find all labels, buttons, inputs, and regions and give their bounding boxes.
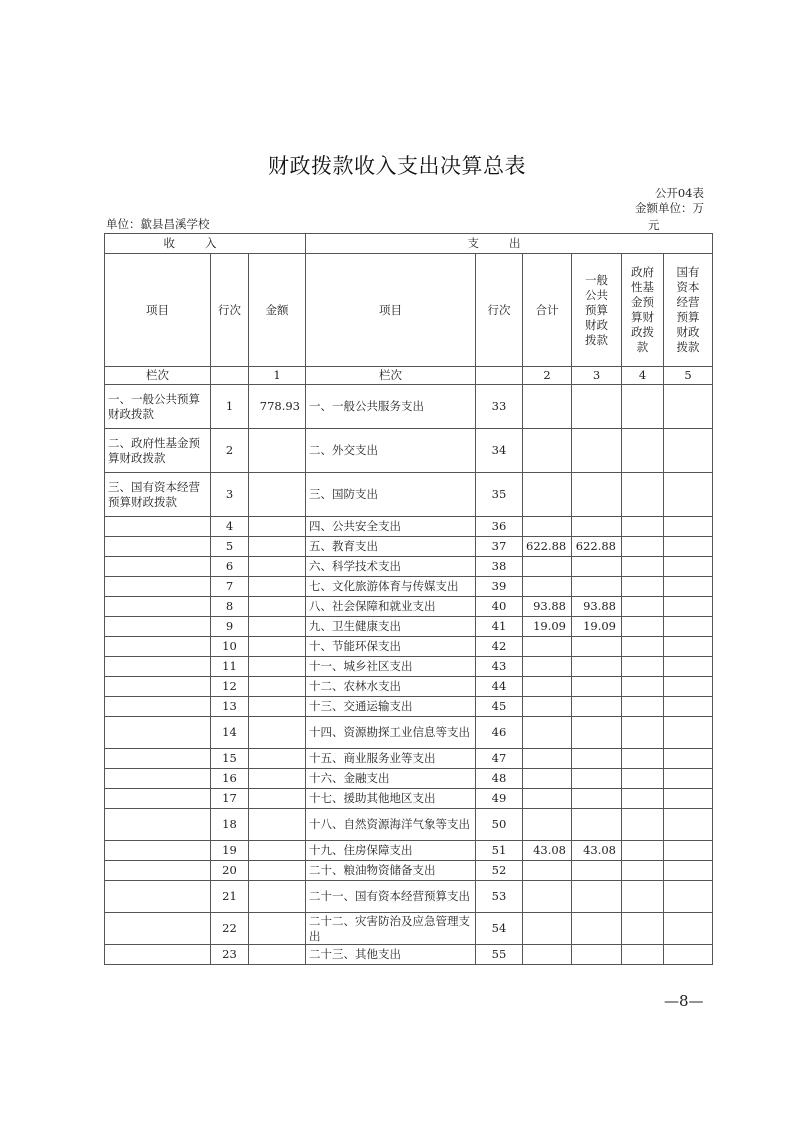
income-line: 13 xyxy=(211,697,249,717)
general-budget-amount: 43.08 xyxy=(572,841,622,861)
expense-line: 49 xyxy=(476,789,523,809)
total-amount: 622.88 xyxy=(523,537,572,557)
income-item xyxy=(105,789,211,809)
table-row xyxy=(105,749,713,769)
income-line: 16 xyxy=(211,769,249,789)
income-item xyxy=(105,557,211,577)
income-item xyxy=(105,697,211,717)
total-amount: 43.08 xyxy=(523,841,572,861)
expense-line: 45 xyxy=(476,697,523,717)
income-line: 12 xyxy=(211,677,249,697)
general-budget-amount xyxy=(572,473,622,517)
gov-fund-amount xyxy=(622,809,664,841)
income-line: 20 xyxy=(211,861,249,881)
income-header: 收入 xyxy=(105,234,306,254)
income-amount xyxy=(249,881,306,913)
state-capital-amount xyxy=(664,809,713,841)
expense-line: 44 xyxy=(476,677,523,697)
general-budget-amount xyxy=(572,769,622,789)
total-amount xyxy=(523,677,572,697)
income-item xyxy=(105,597,211,617)
expense-item: 十七、援助其他地区支出 xyxy=(306,789,476,809)
total-amount xyxy=(523,557,572,577)
income-amount xyxy=(249,617,306,637)
income-item: 二、政府性基金预算财政拨款 xyxy=(105,429,211,473)
general-budget-amount xyxy=(572,717,622,749)
expense-item: 八、社会保障和就业支出 xyxy=(306,597,476,617)
income-line: 21 xyxy=(211,881,249,913)
income-line: 6 xyxy=(211,557,249,577)
expense-line: 46 xyxy=(476,717,523,749)
amount-unit: 金额单位：万 xyxy=(635,201,704,215)
state-capital-amount xyxy=(664,789,713,809)
total-amount xyxy=(523,657,572,677)
gov-fund-amount xyxy=(622,861,664,881)
gov-fund-amount xyxy=(622,697,664,717)
gov-fund-amount xyxy=(622,913,664,945)
total-amount xyxy=(523,789,572,809)
income-amount: 778.93 xyxy=(249,385,306,429)
expense-item: 一、一般公共服务支出 xyxy=(306,385,476,429)
gov-fund-amount xyxy=(622,385,664,429)
page-number: —8— xyxy=(664,992,704,1010)
expense-item: 二十二、灾害防治及应急管理支出 xyxy=(306,913,476,945)
column-header-row xyxy=(105,254,713,367)
page-title: 财政拨款收入支出决算总表 xyxy=(268,154,526,178)
gov-fund-amount xyxy=(622,597,664,617)
table-row xyxy=(105,945,713,965)
expense-line: 38 xyxy=(476,557,523,577)
col-in-line: 行次 xyxy=(211,254,249,367)
state-capital-amount xyxy=(664,577,713,597)
state-capital-amount xyxy=(664,385,713,429)
expense-line: 53 xyxy=(476,881,523,913)
income-amount xyxy=(249,913,306,945)
total-amount xyxy=(523,577,572,597)
table-row xyxy=(105,617,713,637)
income-item xyxy=(105,809,211,841)
col-general xyxy=(572,254,622,367)
table-row xyxy=(105,809,713,841)
total-amount: 19.09 xyxy=(523,617,572,637)
expense-item: 五、教育支出 xyxy=(306,537,476,557)
gov-fund-amount xyxy=(622,557,664,577)
general-budget-amount: 93.88 xyxy=(572,597,622,617)
income-line: 18 xyxy=(211,809,249,841)
state-capital-amount xyxy=(664,881,713,913)
income-amount xyxy=(249,657,306,677)
general-budget-amount xyxy=(572,945,622,965)
table-row xyxy=(105,577,713,597)
income-amount xyxy=(249,789,306,809)
expense-item: 二、外交支出 xyxy=(306,429,476,473)
state-capital-amount xyxy=(664,677,713,697)
general-budget-amount xyxy=(572,881,622,913)
general-budget-amount: 622.88 xyxy=(572,537,622,557)
state-capital-amount xyxy=(664,945,713,965)
table-row xyxy=(105,861,713,881)
idx-2: 1 xyxy=(249,367,306,385)
total-amount xyxy=(523,473,572,517)
expense-item: 三、国防支出 xyxy=(306,473,476,517)
expense-line: 36 xyxy=(476,517,523,537)
state-capital-amount xyxy=(664,557,713,577)
income-item: 一、一般公共预算财政拨款 xyxy=(105,385,211,429)
income-line: 14 xyxy=(211,717,249,749)
total-amount xyxy=(523,861,572,881)
total-amount xyxy=(523,749,572,769)
expense-line: 47 xyxy=(476,749,523,769)
gov-fund-amount xyxy=(622,789,664,809)
expense-item: 十、节能环保支出 xyxy=(306,637,476,657)
total-amount xyxy=(523,809,572,841)
income-line: 9 xyxy=(211,617,249,637)
income-item xyxy=(105,769,211,789)
table-row xyxy=(105,841,713,861)
income-item xyxy=(105,945,211,965)
gov-fund-amount xyxy=(622,429,664,473)
state-capital-amount xyxy=(664,769,713,789)
table-row xyxy=(105,537,713,557)
income-item xyxy=(105,657,211,677)
idx-7: 4 xyxy=(622,367,664,385)
table-row xyxy=(105,385,713,429)
income-line: 8 xyxy=(211,597,249,617)
state-capital-amount xyxy=(664,597,713,617)
gov-fund-amount xyxy=(622,749,664,769)
expense-item: 十三、交通运输支出 xyxy=(306,697,476,717)
income-line: 4 xyxy=(211,517,249,537)
state-capital-amount xyxy=(664,429,713,473)
gov-fund-amount xyxy=(622,473,664,517)
income-amount xyxy=(249,749,306,769)
idx-8: 5 xyxy=(664,367,713,385)
gov-fund-amount xyxy=(622,637,664,657)
table-row xyxy=(105,913,713,945)
expense-line: 39 xyxy=(476,577,523,597)
col-out-line: 行次 xyxy=(476,254,523,367)
general-budget-amount xyxy=(572,557,622,577)
income-item xyxy=(105,861,211,881)
expense-line: 52 xyxy=(476,861,523,881)
table-row xyxy=(105,769,713,789)
gov-fund-amount xyxy=(622,841,664,861)
table-row xyxy=(105,637,713,657)
income-amount xyxy=(249,945,306,965)
income-line: 17 xyxy=(211,789,249,809)
total-amount xyxy=(523,913,572,945)
state-capital-amount xyxy=(664,637,713,657)
expense-line: 37 xyxy=(476,537,523,557)
col-state-label: 国有资本经营预算财政拨款 xyxy=(676,265,700,354)
expense-header: 支出 xyxy=(306,234,713,254)
expense-line: 50 xyxy=(476,809,523,841)
col-total: 合计 xyxy=(523,254,572,367)
gov-fund-amount xyxy=(622,617,664,637)
general-budget-amount xyxy=(572,429,622,473)
expense-item: 十四、资源勘探工业信息等支出 xyxy=(306,717,476,749)
state-capital-amount xyxy=(664,473,713,517)
table-row xyxy=(105,517,713,537)
income-item: 三、国有资本经营预算财政拨款 xyxy=(105,473,211,517)
income-amount xyxy=(249,429,306,473)
idx-0: 栏次 xyxy=(105,367,211,385)
state-capital-amount xyxy=(664,749,713,769)
total-amount xyxy=(523,945,572,965)
income-amount xyxy=(249,809,306,841)
income-line: 11 xyxy=(211,657,249,677)
income-item xyxy=(105,517,211,537)
expense-item: 四、公共安全支出 xyxy=(306,517,476,537)
expense-line: 48 xyxy=(476,769,523,789)
expense-line: 43 xyxy=(476,657,523,677)
expense-item: 十二、农林水支出 xyxy=(306,677,476,697)
expense-item: 十八、自然资源海洋气象等支出 xyxy=(306,809,476,841)
gov-fund-amount xyxy=(622,717,664,749)
idx-4 xyxy=(476,367,523,385)
general-budget-amount xyxy=(572,677,622,697)
income-item xyxy=(105,617,211,637)
table-row xyxy=(105,789,713,809)
table-row xyxy=(105,473,713,517)
expense-item: 十一、城乡社区支出 xyxy=(306,657,476,677)
idx-6: 3 xyxy=(572,367,622,385)
income-item xyxy=(105,913,211,945)
income-amount xyxy=(249,537,306,557)
total-amount xyxy=(523,517,572,537)
state-capital-amount xyxy=(664,537,713,557)
income-amount xyxy=(249,473,306,517)
general-budget-amount xyxy=(572,657,622,677)
gov-fund-amount xyxy=(622,657,664,677)
table-row xyxy=(105,717,713,749)
general-budget-amount xyxy=(572,517,622,537)
expense-line: 42 xyxy=(476,637,523,657)
gov-fund-amount xyxy=(622,677,664,697)
state-capital-amount xyxy=(664,517,713,537)
col-fund-label: 政府性基金预算财政拨款 xyxy=(631,265,654,354)
gov-fund-amount xyxy=(622,769,664,789)
gov-fund-amount xyxy=(622,537,664,557)
general-budget-amount xyxy=(572,789,622,809)
state-capital-amount xyxy=(664,657,713,677)
col-state xyxy=(664,254,713,367)
income-item xyxy=(105,749,211,769)
total-amount xyxy=(523,385,572,429)
gov-fund-amount xyxy=(622,945,664,965)
general-budget-amount xyxy=(572,749,622,769)
income-item xyxy=(105,537,211,557)
income-line: 22 xyxy=(211,913,249,945)
total-amount: 93.88 xyxy=(523,597,572,617)
income-amount xyxy=(249,597,306,617)
income-line: 5 xyxy=(211,537,249,557)
income-line: 10 xyxy=(211,637,249,657)
total-amount xyxy=(523,769,572,789)
general-budget-amount xyxy=(572,861,622,881)
idx-1 xyxy=(211,367,249,385)
total-amount xyxy=(523,717,572,749)
expense-line: 35 xyxy=(476,473,523,517)
state-capital-amount xyxy=(664,717,713,749)
general-budget-amount xyxy=(572,637,622,657)
income-item xyxy=(105,577,211,597)
table-row xyxy=(105,697,713,717)
general-budget-amount xyxy=(572,385,622,429)
amount-unit-cont: 元 xyxy=(648,218,660,232)
income-amount xyxy=(249,677,306,697)
total-amount xyxy=(523,429,572,473)
income-amount xyxy=(249,769,306,789)
table-row xyxy=(105,429,713,473)
gov-fund-amount xyxy=(622,517,664,537)
expense-item: 七、文化旅游体育与传媒支出 xyxy=(306,577,476,597)
income-amount xyxy=(249,557,306,577)
income-item xyxy=(105,677,211,697)
general-budget-amount xyxy=(572,697,622,717)
col-general-label: 一般公共预算财政拨款 xyxy=(585,272,608,347)
table-row xyxy=(105,557,713,577)
income-line: 7 xyxy=(211,577,249,597)
income-amount xyxy=(249,517,306,537)
fiscal-summary-table xyxy=(104,233,713,965)
index-row xyxy=(105,367,713,385)
total-amount xyxy=(523,697,572,717)
income-item xyxy=(105,841,211,861)
expense-line: 51 xyxy=(476,841,523,861)
general-budget-amount xyxy=(572,809,622,841)
income-line: 1 xyxy=(211,385,249,429)
table-row xyxy=(105,677,713,697)
state-capital-amount xyxy=(664,697,713,717)
income-item xyxy=(105,881,211,913)
total-amount xyxy=(523,637,572,657)
expense-item: 二十三、其他支出 xyxy=(306,945,476,965)
income-amount xyxy=(249,841,306,861)
income-line: 2 xyxy=(211,429,249,473)
idx-3: 栏次 xyxy=(306,367,476,385)
income-amount xyxy=(249,577,306,597)
income-amount xyxy=(249,637,306,657)
expense-item: 二十、粮油物资储备支出 xyxy=(306,861,476,881)
state-capital-amount xyxy=(664,913,713,945)
expense-item: 二十一、国有资本经营预算支出 xyxy=(306,881,476,913)
gov-fund-amount xyxy=(622,577,664,597)
expense-line: 55 xyxy=(476,945,523,965)
expense-item: 十五、商业服务业等支出 xyxy=(306,749,476,769)
general-budget-amount xyxy=(572,913,622,945)
income-item xyxy=(105,717,211,749)
form-code: 公开04表 xyxy=(654,186,704,200)
expense-item: 六、科学技术支出 xyxy=(306,557,476,577)
col-in-item: 项目 xyxy=(105,254,211,367)
table-row xyxy=(105,597,713,617)
expense-item: 十九、住房保障支出 xyxy=(306,841,476,861)
table-row xyxy=(105,881,713,913)
state-capital-amount xyxy=(664,617,713,637)
expense-line: 40 xyxy=(476,597,523,617)
col-in-amount: 金额 xyxy=(249,254,306,367)
income-line: 3 xyxy=(211,473,249,517)
expense-item: 九、卫生健康支出 xyxy=(306,617,476,637)
income-amount xyxy=(249,697,306,717)
income-line: 23 xyxy=(211,945,249,965)
income-line: 19 xyxy=(211,841,249,861)
income-amount xyxy=(249,861,306,881)
state-capital-amount xyxy=(664,841,713,861)
expense-item: 十六、金融支出 xyxy=(306,769,476,789)
expense-line: 34 xyxy=(476,429,523,473)
general-budget-amount xyxy=(572,577,622,597)
general-budget-amount: 19.09 xyxy=(572,617,622,637)
expense-line: 54 xyxy=(476,913,523,945)
idx-5: 2 xyxy=(523,367,572,385)
total-amount xyxy=(523,881,572,913)
table-row xyxy=(105,657,713,677)
state-capital-amount xyxy=(664,861,713,881)
gov-fund-amount xyxy=(622,881,664,913)
col-fund xyxy=(622,254,664,367)
org-name: 单位：歙县昌溪学校 xyxy=(106,217,210,231)
col-out-item: 项目 xyxy=(306,254,476,367)
form-meta xyxy=(614,186,704,216)
income-amount xyxy=(249,717,306,749)
group-header-row xyxy=(105,234,713,254)
income-item xyxy=(105,637,211,657)
expense-line: 33 xyxy=(476,385,523,429)
income-line: 15 xyxy=(211,749,249,769)
expense-line: 41 xyxy=(476,617,523,637)
